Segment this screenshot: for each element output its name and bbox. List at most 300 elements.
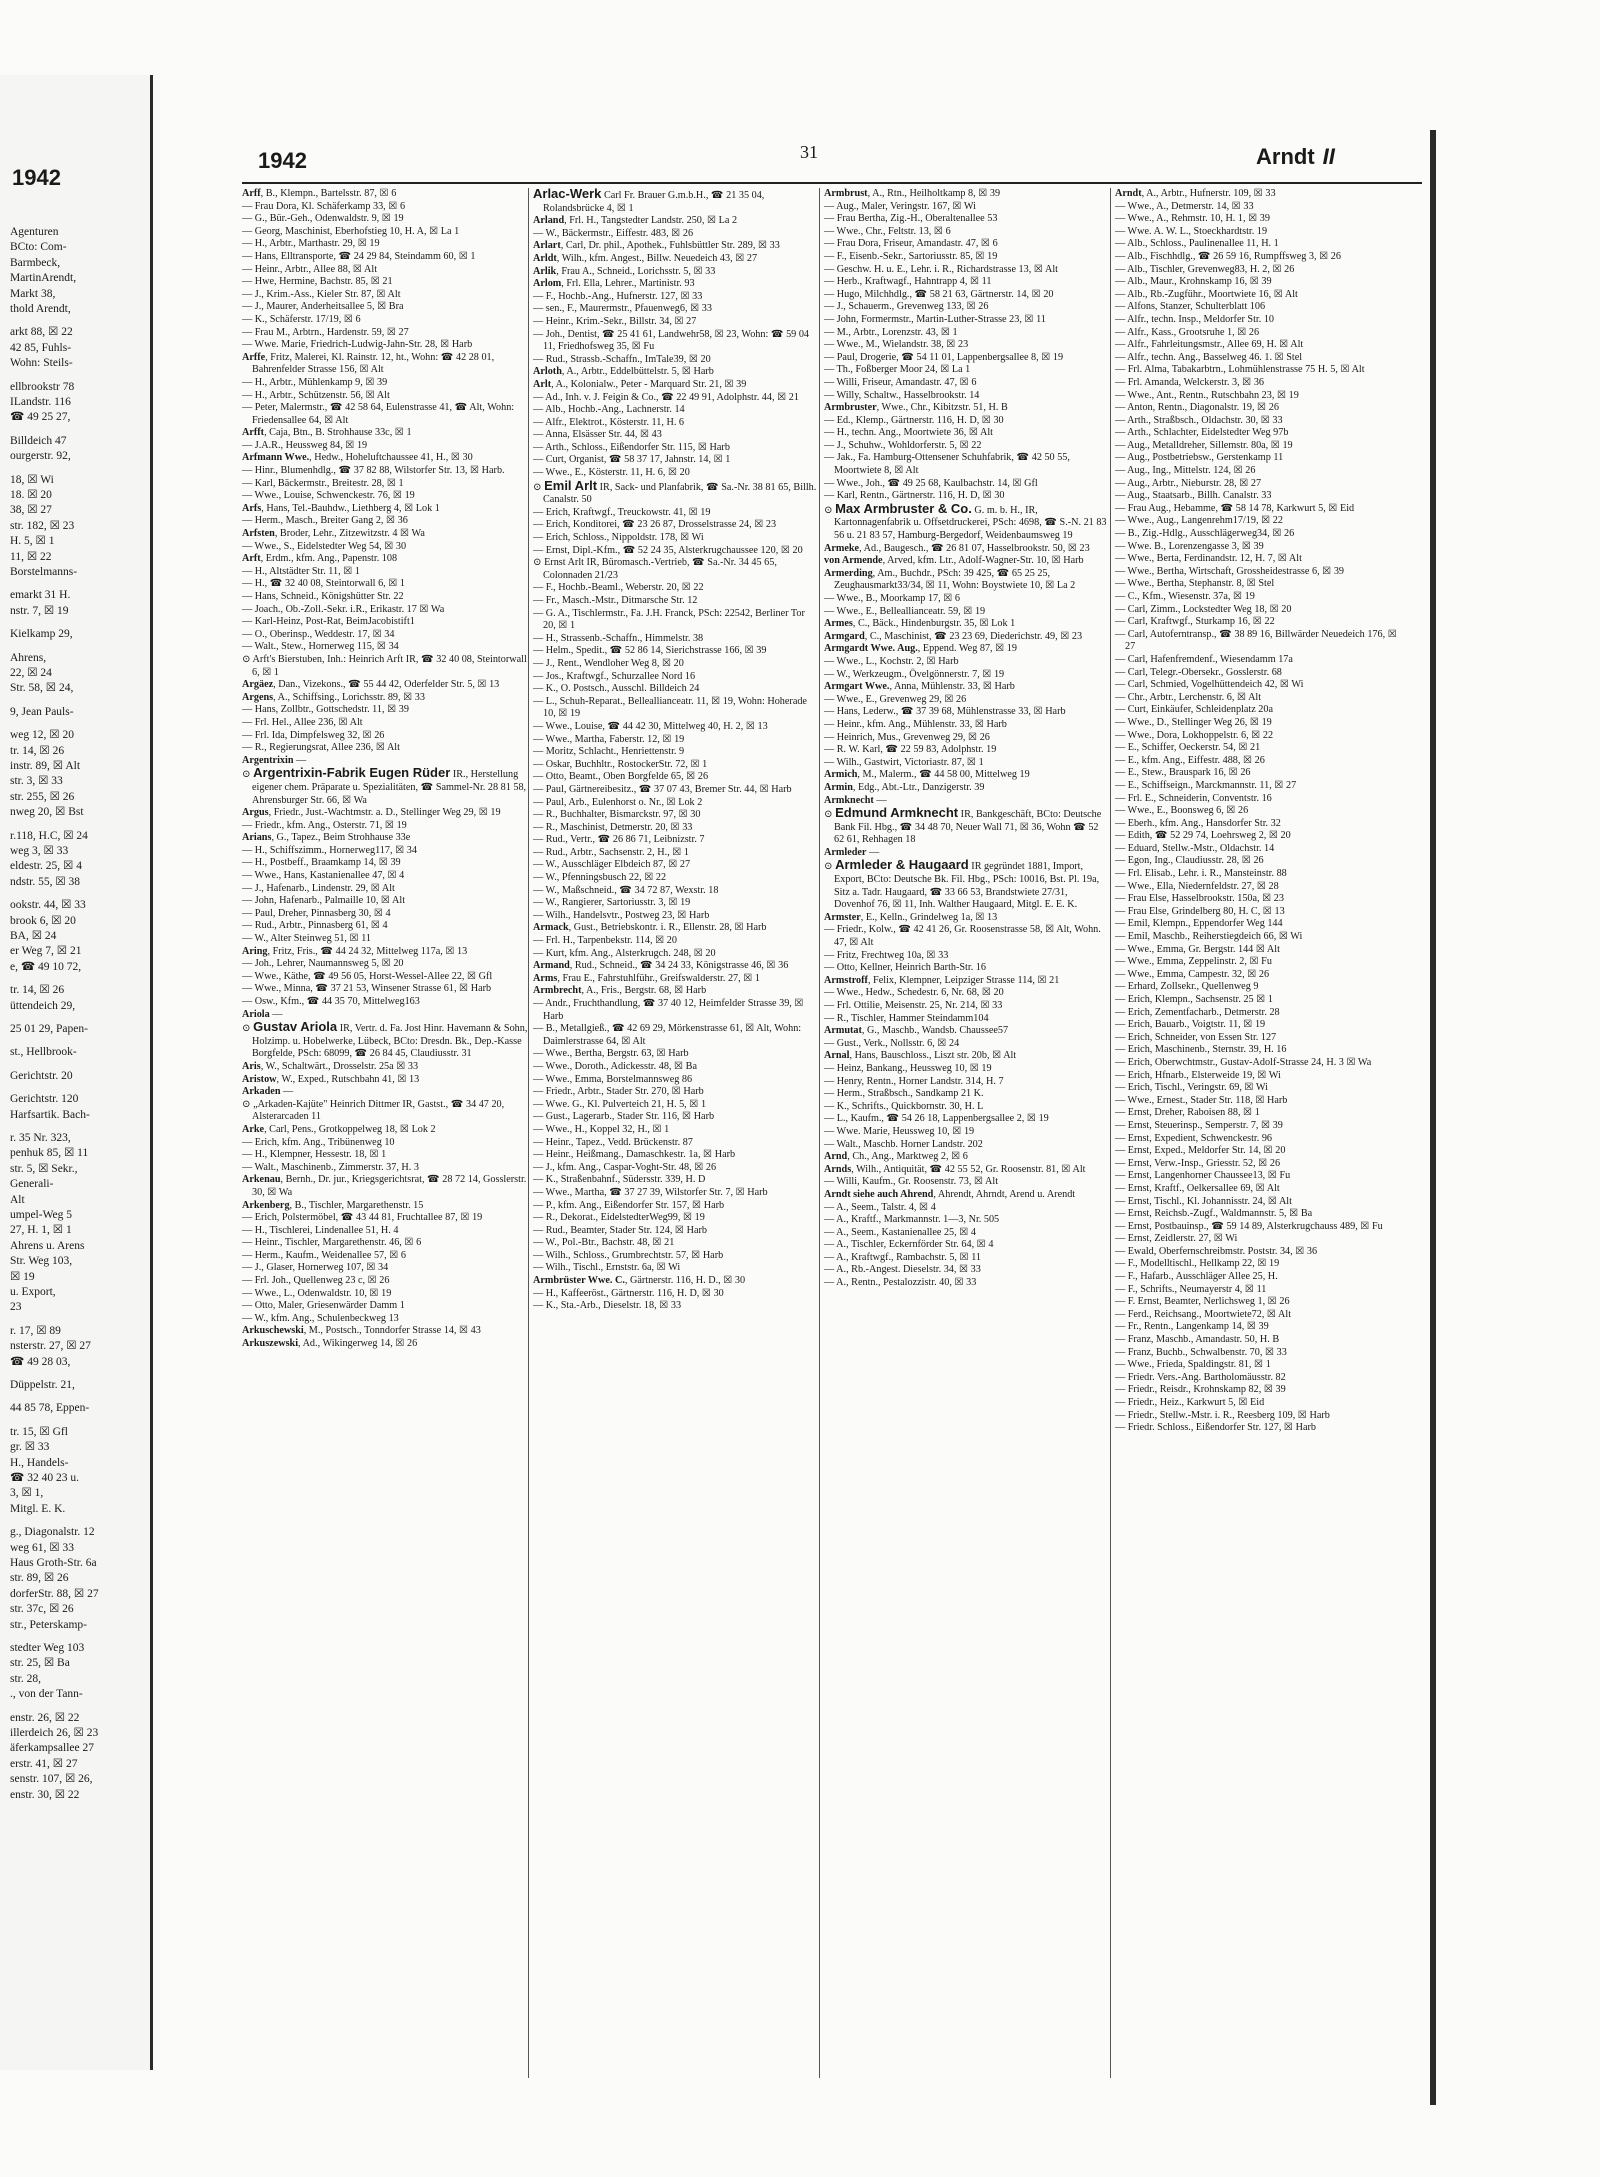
surname: von Armende bbox=[824, 555, 883, 567]
directory-entry: — K., Sta.-Arb., Dieselstr. 18, ☒ 33 bbox=[533, 1300, 682, 1312]
directory-entry: — Joh., Lehrer, Naumannsweg 5, ☒ 20 bbox=[242, 958, 404, 970]
directory-entry: — R., Tischler, Hammer Steindamm104 bbox=[824, 1012, 989, 1024]
surname: Arndt siehe auch Ahrend bbox=[824, 1188, 934, 1200]
left-page-line: Haus Groth-Str. 6a bbox=[10, 1557, 97, 1569]
directory-entry: — Wwe., Bertha, Wirtschaft, Grossheidestrasse 6, ☒ 39 bbox=[1115, 565, 1345, 577]
left-page-line: enstr. 30, ☒ 22 bbox=[10, 1788, 80, 1801]
directory-entry: — Peter, Malermstr., ☎ 42 58 64, Eulenstrasse 41, ☎ Alt, Wohn: Friedensallee 64, ☒ Alt bbox=[242, 402, 515, 426]
directory-entry: — A., Kraftwgf., Rambachstr. 5, ☒ 11 bbox=[824, 1251, 982, 1263]
directory-entry: Arkenau, Bernh., Dr. jur., Kriegsgerichtsrat, ☎ 28 72 14, Gosslerstr. 30, ☒ Wa bbox=[242, 1174, 527, 1198]
directory-entry: — Ernst, Verw.-Insp., Griesstr. 52, ☒ 26 bbox=[1115, 1157, 1281, 1169]
directory-entry: — Wwe., Frieda, Spaldingstr. 81, ☒ 1 bbox=[1115, 1359, 1271, 1371]
surname: Arlt bbox=[533, 378, 552, 390]
directory-entry: — Wwe., H., Koppel 32, H., ☒ 1 bbox=[533, 1123, 670, 1135]
left-page-line: str. 37c, ☒ 26 bbox=[10, 1603, 74, 1616]
directory-entry: — Alfr., Fahrleitungsmstr., Allee 69, H. ☒ Alt bbox=[1115, 339, 1304, 351]
left-page-line: ILandstr. 116 bbox=[10, 396, 71, 408]
left-page-line: e, ☎ 49 10 72, bbox=[10, 960, 82, 973]
directory-entry: — Arth., Straßbsch., Oldachstr. 30, ☒ 33 bbox=[1115, 414, 1283, 426]
directory-entry: Arkaden — bbox=[242, 1086, 294, 1098]
directory-entry: — Heinr., Arbtr., Allee 88, ☒ Alt bbox=[242, 263, 378, 275]
directory-entry: — Hugo, Milchhdlg., ☎ 58 21 63, Gärtnerstr. 14, ☒ 20 bbox=[824, 288, 1054, 300]
left-page-line: Ahrens u. Arens bbox=[10, 1239, 85, 1252]
directory-entry: — Wwe., Martha, ☎ 37 27 39, Wilstorfer Str. 7, ☒ Harb bbox=[533, 1186, 768, 1198]
directory-entry: — Aug., Maler, Veringstr. 167, ☒ Wi bbox=[824, 200, 976, 212]
directory-entry: — Ernst, Tischl., Kl. Johannisstr. 24, ☒ Alt bbox=[1115, 1195, 1292, 1207]
directory-entry: Argens, A., Schiffsing., Lorichsstr. 89, ☒ 33 bbox=[242, 691, 425, 703]
directory-entry: — A., Tischler, Eckernförder Str. 64, ☒ 4 bbox=[824, 1239, 994, 1251]
directory-entry: ⊙ Emil Arlt IR, Sack- und Planfabrik, ☎ Sa.-Nr. 38 81 65, Billh. Canalstr. 50 bbox=[533, 477, 817, 506]
left-page-line: ookstr. 44, ☒ 33 bbox=[10, 899, 86, 912]
directory-entry: — Heinrich, Mus., Grevenweg 29, ☒ 26 bbox=[824, 731, 990, 743]
surname: Arms bbox=[533, 972, 558, 984]
left-page-line: penhuk 85, ☒ 11 bbox=[10, 1147, 89, 1160]
firm-name: Gustav Ariola bbox=[253, 1019, 338, 1035]
directory-entry: — Herb., Kraftwagf., Hahntrapp 4, ☒ 11 bbox=[824, 276, 992, 288]
directory-entry: — Ernst, Dipl.-Kfm., ☎ 52 24 35, Alsterkrugchaussee 120, ☒ 20 bbox=[533, 544, 803, 556]
directory-entry: — Wwe., Martha, Faberstr. 12, ☒ 19 bbox=[533, 733, 685, 745]
column-3 bbox=[824, 188, 1110, 2088]
left-page-line: senstr. 107, ☒ 26, bbox=[10, 1773, 93, 1786]
directory-entry: — H., Altstädter Str. 11, ☒ 1 bbox=[242, 565, 360, 577]
left-page-line: Ahrens, bbox=[10, 651, 47, 664]
directory-entry: ⊙ Ernst Arlt IR, Büromasch.-Vertrieb, ☎ Sa.-Nr. 34 45 65, Colonnaden 21/23 bbox=[533, 557, 777, 581]
left-page-line: 44 85 78, Eppen- bbox=[10, 1402, 90, 1415]
directory-entry: Arkuschewski, M., Postsch., Tonndorfer Strasse 14, ☒ 43 bbox=[242, 1325, 481, 1337]
directory-entry: — Arth., Schlachter, Eidelstedter Weg 97b bbox=[1115, 427, 1289, 439]
directory-entry: — Heinr., Tischler, Margarethenstr. 46, ☒ 6 bbox=[242, 1237, 422, 1249]
directory-entry: — Henry, Rentn., Horner Landstr. 314, H. 7 bbox=[824, 1075, 1004, 1087]
surname: Arke bbox=[242, 1123, 265, 1135]
directory-entry: Arlac-Werk Carl Fr. Brauer G.m.b.H., ☎ 21 35 04, Rolandsbrücke 4, ☒ 1 bbox=[533, 188, 765, 214]
directory-entry: — Friedr., Reisdr., Krohnskamp 82, ☒ 39 bbox=[1115, 1384, 1286, 1396]
directory-entry: — Erich, Tischl., Veringstr. 69, ☒ Wi bbox=[1115, 1082, 1268, 1094]
directory-entry: — Aug., Metalldreher, Sillemstr. 80a, ☒ 19 bbox=[1115, 439, 1293, 451]
directory-entry: — Emil, Maschb., Reiherstiegdeich 66, ☒ Wi bbox=[1115, 931, 1303, 943]
directory-entry: Arnal, Hans, Bauschloss., Liszt str. 20b, ☒ Alt bbox=[824, 1050, 1017, 1062]
directory-entry: — Edith, ☎ 52 29 74, Loehrsweg 2, ☒ 20 bbox=[1115, 830, 1291, 842]
directory-entry: — John, Hafenarb., Palmaille 10, ☒ Alt bbox=[242, 895, 406, 907]
left-page-line: üttendeich 29, bbox=[10, 999, 76, 1012]
directory-entry: — Wwe., Bertha, Bergstr. 63, ☒ Harb bbox=[533, 1048, 689, 1060]
surname: Argäez bbox=[242, 679, 274, 691]
directory-entry: — Wilh., Gastwirt, Victoriastr. 87, ☒ 1 bbox=[824, 756, 984, 768]
surname: Argentrixin bbox=[242, 754, 294, 766]
directory-entry: — Wwe., A., Rehmstr. 10, H. 1, ☒ 39 bbox=[1115, 213, 1270, 225]
left-page-line: 38, ☒ 27 bbox=[10, 504, 52, 517]
left-page-line: emarkt 31 H. bbox=[10, 589, 71, 602]
directory-entry: — F., Hafarb., Ausschläger Allee 25, H. bbox=[1115, 1271, 1278, 1283]
directory-entry: — W., Ausschläger Elbdeich 87, ☒ 27 bbox=[533, 859, 691, 871]
directory-entry: Arlom, Frl. Ella, Lehrer., Martinistr. 93 bbox=[533, 278, 695, 290]
directory-entry: — M., Arbtr., Lorenzstr. 43, ☒ 1 bbox=[824, 326, 958, 338]
surname: Arffe bbox=[242, 351, 266, 363]
directory-entry: — Frl. Alma, Tabakarbtrn., Lohmühlenstrasse 75 H. 5, ☒ Alt bbox=[1115, 364, 1365, 376]
directory-entry: — Otto, Beamt., Oben Borgfelde 65, ☒ 26 bbox=[533, 771, 709, 783]
left-page-line: 18. ☒ 20 bbox=[10, 489, 52, 501]
surname: Arfsten bbox=[242, 528, 275, 540]
directory-entry: — J.A.R., Heussweg 84, ☒ 19 bbox=[242, 439, 368, 451]
left-page-line: Wohn: Steils- bbox=[10, 357, 73, 370]
directory-entry: — Frl. Ottilie, Meisenstr. 25, Nr. 214, ☒ 33 bbox=[824, 1000, 1003, 1011]
directory-entry: — Wwe., Doroth., Adickesstr. 48, ☒ Ba bbox=[533, 1060, 698, 1072]
directory-entry: — Erhard, Zollsekr., Quellenweg 9 bbox=[1115, 981, 1259, 993]
directory-entry: — Heinr., Tapez., Vedd. Brückenstr. 87 bbox=[533, 1136, 693, 1148]
directory-entry: — Alfr., Kass., Grootsruhe 1, ☒ 26 bbox=[1115, 326, 1260, 338]
directory-entry: — W., Alter Steinweg 51, ☒ 11 bbox=[242, 933, 372, 945]
directory-entry: — Friedr. Schloss., Eißendorfer Str. 127, ☒ Harb bbox=[1115, 1422, 1316, 1434]
directory-entry: — P., kfm. Ang., Eißendorfer Str. 157, ☒ Harb bbox=[533, 1199, 725, 1211]
directory-entry: Armin, Edg., Abt.-Ltr., Danzigerstr. 39 bbox=[824, 781, 985, 793]
directory-entry: Arland, Frl. H., Tangstedter Landstr. 250, ☒ La 2 bbox=[533, 215, 738, 227]
directory-entry: Aring, Fritz, Fris., ☎ 44 24 32, Mittelweg 117a, ☒ 13 bbox=[242, 945, 468, 957]
directory-entry: ⊙ Gustav Ariola IR, Vertr. d. Fa. Jost Hinr. Havemann & Sohn, Holzimp. u. Hobelwerke, Lübeck, BCto: Dresdn. Bk., Dep.-Kasse Borgfelde, PSch: 68099, ☎ 26 84 45, Claudiusstr. 31 bbox=[242, 1019, 528, 1060]
directory-entry: Argentrixin — bbox=[242, 754, 307, 766]
directory-entry: — Th., Foßberger Moor 24, ☒ La 1 bbox=[824, 364, 971, 376]
directory-entry: Arldt, Wilh., kfm. Angest., Billw. Neuedeich 43, ☒ 27 bbox=[533, 252, 758, 264]
directory-entry: — Emil, Klempn., Eppendorfer Weg 144 bbox=[1115, 918, 1283, 930]
left-page-year: 1942 bbox=[12, 165, 61, 190]
surname: Arkenau bbox=[242, 1174, 281, 1186]
directory-entry: — K., O. Postsch., Ausschl. Billdeich 24 bbox=[533, 683, 700, 695]
directory-entry: — Erich, Maschinenb., Sternstr. 39, H. 16 bbox=[1115, 1044, 1287, 1056]
directory-entry: — Erich, kfm. Ang., Tribünenweg 10 bbox=[242, 1136, 395, 1148]
directory-entry: — J., Maurer, Anderheitsallee 5, ☒ Bra bbox=[242, 301, 404, 313]
directory-entry: Armes, C., Bäck., Hindenburgstr. 35, ☒ Lok 1 bbox=[824, 618, 1016, 630]
directory-entry: — Paul, Dreher, Pinnasberg 30, ☒ 4 bbox=[242, 907, 391, 919]
directory-entry: Armgart Wwe., Anna, Mühlenstr. 33, ☒ Harb bbox=[824, 681, 1015, 693]
directory-entry: — Jak., Fa. Hamburg-Ottensener Schuhfabrik, ☎ 42 50 55, Moortwiete 8, ☒ Alt bbox=[824, 452, 1070, 477]
surname: Argens bbox=[242, 691, 274, 703]
directory-entry: — W., Pfenningsbusch 22, ☒ 22 bbox=[533, 872, 667, 884]
directory-entry: Armgard, C., Maschinist, ☎ 23 23 69, Diederichstr. 49, ☒ 23 bbox=[824, 630, 1083, 642]
directory-entry: — Wwe., Louise, ☎ 44 42 30, Mittelweg 40, H. 2, ☒ 13 bbox=[533, 720, 768, 732]
page-edge bbox=[1430, 130, 1436, 2105]
left-page-line: thold Arendt, bbox=[10, 303, 71, 315]
left-page-line: Düppelstr. 21, bbox=[10, 1379, 75, 1391]
surname: Arkenberg bbox=[242, 1199, 290, 1211]
directory-entry: — Erich, Konditorei, ☎ 23 26 87, Drosselstrasse 24, ☒ 23 bbox=[533, 519, 777, 531]
directory-entry: — B., Metallgieß., ☎ 42 69 29, Mörkenstrasse 61, ☒ Alt, Wohn: Daimlerstrasse 64, ☒ Alt bbox=[533, 1023, 802, 1047]
directory-entry: — Wwe., Louise, Schwenckestr. 76, ☒ 19 bbox=[242, 490, 415, 502]
directory-entry: — Wwe., Joh., ☎ 49 25 68, Kaulbachstr. 14, ☒ Gfl bbox=[824, 477, 1038, 489]
directory-entry: — Eberh., kfm. Ang., Hansdorfer Str. 32 bbox=[1115, 817, 1281, 829]
directory-entry: ⊙ Max Armbruster & Co. G. m. b. H., IR, Kartonnagenfabrik u. Offsetdruckerei, PSch: 4698, ☎ S.-N. 21 83 56 u. 21 83 57, Hamburg-Bergedorf, Weidenbaumsweg 19 bbox=[824, 500, 1107, 542]
left-page-line: weg 12, ☒ 20 bbox=[10, 729, 74, 742]
directory-entry: — Erich, Klempn., Sachsenstr. 25 ☒ 1 bbox=[1115, 994, 1273, 1005]
directory-entry: — Aug., Postbetriebsw., Gerstenkamp 11 bbox=[1115, 452, 1284, 464]
surname: Arfmann Wwe. bbox=[242, 452, 310, 464]
surname: Armich bbox=[824, 769, 858, 781]
directory-entry: — Wwe., Ernest., Stader Str. 118, ☒ Harb bbox=[1115, 1094, 1288, 1106]
directory-entry: — Carl, Kraftwgf., Sturkamp 16, ☒ 22 bbox=[1115, 616, 1275, 628]
directory-entry: — H., Schiffszimm., Hornerweg117, ☒ 34 bbox=[242, 844, 417, 856]
directory-entry: Aristow, W., Exped., Rutschbahn 41, ☒ 13 bbox=[242, 1073, 420, 1085]
directory-entry: Armbrüster Wwe. C., Gärtnerstr. 116, H. D., ☒ 30 bbox=[533, 1275, 746, 1287]
directory-entry: — G. A., Tischlermstr., Fa. J.H. Franck, PSch: 22542, Berliner Tor 20, ☒ 1 bbox=[533, 607, 805, 632]
directory-entry: — Willi, Friseur, Amandastr. 47, ☒ 6 bbox=[824, 376, 977, 388]
directory-entry: — Joach., Ob.-Zoll.-Sekr. i.R., Erikastr. 17 ☒ Wa bbox=[242, 603, 445, 615]
directory-entry: Arlt, A., Kolonialw., Peter - Marquard Str. 21, ☒ 39 bbox=[533, 378, 747, 390]
directory-entry: — Wwe. Marie, Friedrich-Ludwig-Jahn-Str. 28, ☒ Harb bbox=[242, 339, 473, 351]
left-page-line: str. 28, bbox=[10, 1672, 41, 1685]
directory-entry: — Wilh., Handelsvtr., Postweg 23, ☒ Harb bbox=[533, 909, 710, 921]
directory-entry: Arfmann Wwe., Hedw., Hoheluftchaussee 41, H., ☒ 30 bbox=[242, 452, 473, 464]
directory-entry: — F., Hochb.-Ang., Hufnerstr. 127, ☒ 33 bbox=[533, 290, 703, 302]
left-page-line: ., von der Tann- bbox=[10, 1688, 83, 1701]
running-head-page: II bbox=[1322, 144, 1335, 169]
surname: Arff bbox=[242, 188, 261, 199]
directory-entry: — Heinr., Heißmang., Damaschkestr. 1a, ☒ Harb bbox=[533, 1149, 736, 1161]
directory-entry: Arffe, Fritz, Malerei, Kl. Rainstr. 12, ht., Wohn: ☎ 42 28 01, Bahrenfelder Strasse 156, ☒ Alt bbox=[242, 351, 495, 376]
left-page-line: ☎ 49 28 03, bbox=[10, 1355, 71, 1368]
directory-entry: — Wwe., M., Wielandstr. 38, ☒ 23 bbox=[824, 339, 969, 351]
directory-entry: — Wwe., Hedw., Schedestr. 6, Nr. 68, ☒ 20 bbox=[824, 987, 1004, 999]
column-1 bbox=[242, 188, 528, 2088]
directory-entry: — Erich, Oberwchtmstr., Gustav-Adolf-Strasse 24, H. 3 ☒ Wa bbox=[1115, 1056, 1372, 1068]
directory-entry: — C., Kfm., Wiesenstr. 37a, ☒ 19 bbox=[1115, 591, 1255, 602]
directory-entry: — Carl, Telegr.-Obersekr., Gosslerstr. 68 bbox=[1115, 666, 1282, 678]
directory-entry: — O., Oberinsp., Weddestr. 17, ☒ 34 bbox=[242, 628, 395, 640]
left-page-line: ourgerstr. 92, bbox=[10, 450, 71, 463]
directory-entry: Arians, G., Tapez., Beim Strohhause 33e bbox=[242, 832, 411, 844]
directory-entry: — Ernst, Kraftf., Oelkersallee 69, ☒ Alt bbox=[1115, 1182, 1280, 1194]
directory-entry: — Frau Dora, Kl. Schäferkamp 33, ☒ 6 bbox=[242, 200, 406, 212]
directory-entry: — H., Kaffeeröst., Gärtnerstr. 116, H. D, ☒ 30 bbox=[533, 1287, 724, 1299]
directory-entry: — Wwe. B., Lorenzengasse 3, ☒ 39 bbox=[1115, 540, 1264, 552]
directory-entry: Arndt, A., Arbtr., Hufnerstr. 109, ☒ 33 bbox=[1115, 188, 1276, 199]
directory-entry: — Alfr., Elektrot., Kösterstr. 11, H. 6 bbox=[533, 416, 685, 428]
surname: Armbrecht bbox=[533, 985, 582, 997]
directory-entry: — Joh., Dentist, ☎ 25 41 61, Landwehr58, ☒ 23, Wohn: ☎ 59 04 11, Friedhofsweg 35, ☒ Fu bbox=[533, 328, 810, 353]
directory-entry: Arfs, Hans, Tel.-Bauhdw., Liethberg 4, ☒ Lok 1 bbox=[242, 502, 440, 514]
directory-entry: — Erich, Schneider, von Essen Str. 127 bbox=[1115, 1031, 1277, 1043]
directory-entry: Armstroff, Felix, Klempner, Leipziger Strasse 114, ☒ 21 bbox=[824, 974, 1060, 986]
surname: Arians bbox=[242, 832, 272, 844]
directory-entry: — Paul, Arb., Eulenhorst o. Nr., ☒ Lok 2 bbox=[533, 796, 703, 808]
directory-entry: — Wwe. Marie, Heussweg 10, ☒ 19 bbox=[824, 1125, 975, 1137]
surname: Armin bbox=[824, 781, 853, 793]
directory-entry: — Wwe. A. W. L., Stoeckhardtstr. 19 bbox=[1115, 225, 1268, 237]
column-separator bbox=[1110, 188, 1111, 2078]
column-4 bbox=[1115, 188, 1401, 2088]
left-page-line: illerdeich 26, ☒ 23 bbox=[10, 1727, 99, 1739]
left-page-line: u. Export, bbox=[10, 1286, 56, 1298]
directory-entry: — Wwe., Ant., Rentn., Rutschbahn 23, ☒ 19 bbox=[1115, 389, 1299, 401]
directory-entry: — J., Schuhw., Wohldorferstr. 5, ☒ 22 bbox=[824, 439, 982, 451]
directory-entry: — Aug., Arbtr., Nieburstr. 28, ☒ 27 bbox=[1115, 477, 1262, 489]
left-page-line: nweg 20, ☒ Bst bbox=[10, 806, 84, 819]
left-page-line: BA, ☒ 24 bbox=[10, 930, 57, 942]
directory-entry: — Aug., Ing., Mittelstr. 124, ☒ 26 bbox=[1115, 465, 1256, 477]
directory-entry: — Moritz, Schlacht., Henriettenstr. 9 bbox=[533, 746, 685, 758]
surname: Armbrust bbox=[824, 188, 868, 199]
left-page-line: MartinArendt, bbox=[10, 272, 77, 285]
running-head bbox=[1256, 144, 1335, 170]
left-page-line: ☒ 19 bbox=[10, 1270, 35, 1283]
left-page-line: Kielkamp 29, bbox=[10, 628, 73, 641]
directory-entry: — Alb., Fischhdlg., ☎ 26 59 16, Rumpffsweg 3, ☒ 26 bbox=[1115, 250, 1341, 262]
directory-entry: — Hans, Lederw., ☎ 37 39 68, Mühlenstrasse 33, ☒ Harb bbox=[824, 706, 1066, 718]
directory-entry: Ariola — bbox=[242, 1008, 283, 1020]
directory-entry: ⊙ Armleder & Haugaard IR gegründet 1881, Import, Export, BCto: Deutsche Bk. Fil. Hbg., PSch: 10016, Bst. Pl. 19a, Sitz a. Tadr. Haugaard, ☎ 33 66 53, Brandstwiete 27/31, Dovenhof 76, ☒ 11, Inh. Walther Haugaard, Mitgl. E. E. K. bbox=[824, 857, 1100, 911]
directory-entry: — Frau M., Arbtrn., Hardenstr. 59, ☒ 27 bbox=[242, 326, 409, 338]
surname: Armutat bbox=[824, 1025, 862, 1037]
left-page-line: gr. ☒ 33 bbox=[10, 1441, 50, 1454]
left-page-line: 25 01 29, Papen- bbox=[10, 1023, 88, 1035]
directory-entry: — Ad., Inh. v. J. Feigin & Co., ☎ 22 49 91, Adolphstr. 44, ☒ 21 bbox=[533, 391, 799, 403]
left-page-line: eldestr. 25, ☒ 4 bbox=[10, 860, 82, 873]
directory-entry: — Erich, Zementfacharb., Detmerstr. 28 bbox=[1115, 1006, 1280, 1018]
directory-entry: — Friedr., Arbtr., Stader Str. 270, ☒ Harb bbox=[533, 1086, 704, 1098]
directory-entry: — W., Rangierer, Sartoriusstr. 3, ☒ 19 bbox=[533, 897, 691, 909]
directory-entry: — Friedr., Heiz., Karkwurt 5, ☒ Eid bbox=[1115, 1397, 1265, 1408]
directory-entry: — Frau Else, Grindelberg 80, H. C, ☒ 13 bbox=[1115, 905, 1285, 917]
column-separator bbox=[819, 188, 820, 2078]
directory-entry: — W., kfm. Ang., Schulenbeckweg 13 bbox=[242, 1312, 399, 1324]
left-page-line: nsterstr. 27, ☒ 27 bbox=[10, 1340, 91, 1353]
directory-entry: — Ferd., Reichsang., Moortwiete72, ☒ Alt bbox=[1115, 1308, 1292, 1320]
directory-entry: — R. W. Karl, ☎ 22 59 83, Adolphstr. 19 bbox=[824, 744, 997, 756]
directory-entry: ⊙ Edmund Armknecht IR, Bankgeschäft, BCto: Deutsche Bank Fil. Hbg., ☎ 34 48 70, Neuer Wall 71, ☒ 36, Wohn ☎ 52 62 61, Rehhagen 18 bbox=[824, 805, 1102, 846]
left-page-line: äferkampsallee 27 bbox=[10, 1742, 94, 1755]
directory-entry: — Erich, Kraftwgf., Treuckowstr. 41, ☒ 19 bbox=[533, 506, 711, 518]
directory-entry: — Friedr., Stellw.-Mstr. i. R., Reesberg 109, ☒ Harb bbox=[1115, 1409, 1330, 1421]
directory-entry: — Karl, Bäckermstr., Breitestr. 28, ☒ 1 bbox=[242, 477, 404, 489]
directory-entry: — Herm., Masch., Breiter Gang 2, ☒ 36 bbox=[242, 515, 408, 527]
directory-entry: — Frau Aug., Hebamme, ☎ 58 14 78, Karkwurt 5, ☒ Eid bbox=[1115, 502, 1355, 514]
directory-entry: — Walt., Stew., Hornerweg 115, ☒ 34 bbox=[242, 641, 399, 653]
directory-entry: — Rud., Vertr., ☎ 26 86 71, Leibnizstr. 7 bbox=[533, 834, 705, 846]
directory-entry: — F., Schrifts., Neumayerstr 4, ☒ 11 bbox=[1115, 1283, 1267, 1295]
directory-entry: — Carl, Hafenfremdenf., Wiesendamm 17a bbox=[1115, 653, 1293, 665]
directory-entry: Armleder — bbox=[824, 846, 880, 858]
directory-entry: — R., Maschinist, Detmerstr. 20, ☒ 33 bbox=[533, 821, 693, 833]
directory-entry: — Erich, Bauarb., Voigtstr. 11, ☒ 19 bbox=[1115, 1019, 1266, 1031]
directory-entry: — Frl. Elisab., Lehr. i. R., Mansteinstr. 88 bbox=[1115, 868, 1287, 880]
directory-entry: — Wwe., Emma, Gr. Bergstr. 144 ☒ Alt bbox=[1115, 943, 1280, 955]
firm-name: Armleder & Haugaard bbox=[835, 857, 969, 873]
directory-entry: Arnds, Wilh., Antiquität, ☎ 42 55 52, Gr. Roosenstr. 81, ☒ Alt bbox=[824, 1163, 1086, 1175]
directory-entry: — Rud., Strassb.-Schaffn., ImTale39, ☒ 20 bbox=[533, 353, 711, 365]
directory-entry: — A., Seem., Kastanienallee 25, ☒ 4 bbox=[824, 1226, 977, 1238]
left-page-line: Str. 58, ☒ 24, bbox=[10, 682, 74, 695]
left-page-line: 23 bbox=[10, 1301, 22, 1314]
directory-entry: — R., Dekorat., EidelstedterWeg99, ☒ 19 bbox=[533, 1212, 705, 1224]
directory-entry: — J., Glaser, Hornerweg 107, ☒ 34 bbox=[242, 1262, 389, 1274]
directory-entry: Arft, Erdm., kfm. Ang., Papenstr. 108 bbox=[242, 553, 398, 565]
directory-entry: Arlik, Frau A., Schneid., Lorichsstr. 5, ☒ 33 bbox=[533, 265, 716, 277]
directory-entry: — Heinz, Bankang., Heussweg 10, ☒ 19 bbox=[824, 1062, 992, 1074]
left-page-line: brook 6, ☒ 20 bbox=[10, 914, 76, 927]
directory-entry: Armerding, Am., Buchdr., PSch: 39 425, ☎ 65 25 25, Zeughausmarkt33/34, ☒ 11, Wohn: Boystwiete 10, ☒ La 2 bbox=[824, 567, 1076, 592]
left-page-line: Gerichtstr. 20 bbox=[10, 1069, 73, 1082]
directory-entry: Arlart, Carl, Dr. phil., Apothek., Fuhlsbüttler Str. 289, ☒ 33 bbox=[533, 240, 780, 252]
left-page-line: erstr. 41, ☒ 27 bbox=[10, 1757, 78, 1770]
left-page-line: 9, Jean Pauls- bbox=[10, 705, 74, 718]
firm-name: Emil Arlt bbox=[544, 477, 598, 493]
left-page-line: ☎ 32 40 23 u. bbox=[10, 1472, 79, 1484]
directory-entry: — E., Schiffseign., Marckmannstr. 11, ☒ 27 bbox=[1115, 779, 1297, 791]
directory-entry: — E., Stew., Brauspark 16, ☒ 26 bbox=[1115, 767, 1251, 779]
directory-entry: — Wilh., Tischl., Ernststr. 6a, ☒ Wi bbox=[533, 1262, 681, 1274]
left-page-line: r. 35 Nr. 323, bbox=[10, 1132, 71, 1144]
directory-entry: — G., Bür.-Geh., Odenwaldstr. 9, ☒ 19 bbox=[242, 213, 404, 225]
left-page-line: Markt 38, bbox=[10, 287, 56, 300]
directory-entry: — Wwe., B., Moorkamp 17, ☒ 6 bbox=[824, 593, 960, 604]
directory-entry: — B., Zig.-Hdlg., Ausschlägerweg34, ☒ 26 bbox=[1115, 528, 1295, 540]
directory-entry: — Ernst, Zeidlerstr. 27, ☒ Wi bbox=[1115, 1233, 1238, 1245]
column-separator bbox=[528, 188, 529, 2078]
left-page-line: 3, ☒ 1, bbox=[10, 1487, 44, 1500]
directory-entry: — Franz, Maschb., Amandastr. 50, H. B bbox=[1115, 1334, 1280, 1346]
directory-entry: — Anton, Rentn., Diagonalstr. 19, ☒ 26 bbox=[1115, 402, 1279, 414]
left-page-line: Str. Weg 103, bbox=[10, 1255, 73, 1268]
surname: Armgart Wwe. bbox=[824, 681, 890, 693]
directory-entry: ⊙ Arft's Bierstuben, Inh.: Heinrich Arft IR, ☎ 32 40 08, Steintorwall 6, ☒ 1 bbox=[242, 653, 527, 678]
firm-name: Arlac-Werk bbox=[533, 188, 602, 201]
directory-entry: — Alb., Hochb.-Ang., Lachnerstr. 14 bbox=[533, 404, 685, 416]
firm-name: Argentrixin-Fabrik Eugen Rüder bbox=[253, 765, 451, 781]
directory-entry: — Frl. Hel., Allee 236, ☒ Alt bbox=[242, 716, 363, 728]
directory-entry: — Frau Bertha, Zig.-H., Oberaltenallee 53 bbox=[824, 213, 998, 225]
directory-entry: — Wwe., Minna, ☎ 37 21 53, Winsener Strasse 61, ☒ Harb bbox=[242, 983, 492, 995]
directory-entry: — Eduard, Stellw.-Mstr., Oldachstr. 14 bbox=[1115, 842, 1275, 854]
directory-entry: — Ernst, Reichsb.-Zugf., Waldmannstr. 5, ☒ Ba bbox=[1115, 1208, 1313, 1220]
directory-entry: Armbrecht, A., Fris., Bergstr. 68, ☒ Harb bbox=[533, 985, 707, 997]
surname: Armand bbox=[533, 960, 570, 972]
directory-entry: — Frl. H., Tarpenbekstr. 114, ☒ 20 bbox=[533, 935, 677, 947]
left-page-line: instr. 89, ☒ Alt bbox=[10, 760, 81, 772]
directory-entry: — H., techn. Ang., Moortwiete 36, ☒ Alt bbox=[824, 427, 994, 439]
left-page-line: Borstelmanns- bbox=[10, 566, 78, 578]
directory-entry: — W., Werkzeugm., Övelgönnerstr. 7, ☒ 19 bbox=[824, 668, 1005, 680]
directory-entry: — Herm., Kaufm., Weidenallee 57, ☒ 6 bbox=[242, 1249, 407, 1261]
directory-entry: Arnd, Ch., Ang., Marktweg 2, ☒ 6 bbox=[824, 1151, 968, 1163]
directory-entry: — Wwe. G., Kl. Pulverteich 21, H. 5, ☒ 1 bbox=[533, 1098, 707, 1110]
directory-entry: — E., kfm. Ang., Eiffestr. 488, ☒ 26 bbox=[1115, 754, 1265, 766]
directory-entry: — Wwe., Käthe, ☎ 49 56 05, Horst-Wessel-Allee 22, ☒ Gfl bbox=[242, 970, 493, 982]
directory-entry: — Andr., Fruchthandlung, ☎ 37 40 12, Heimfelder Strasse 39, ☒ Harb bbox=[533, 998, 804, 1022]
directory-entry: — F., Eisenb.-Sekr., Sartoriusstr. 85, ☒ 19 bbox=[824, 250, 998, 262]
surname: Armbruster bbox=[824, 402, 877, 414]
left-page-line: str. 5, ☒ Sekr., bbox=[10, 1162, 78, 1175]
directory-entry: — Ernst, Postbauinsp., ☎ 59 14 89, Alsterkrugchauss 489, ☒ Fu bbox=[1115, 1220, 1383, 1232]
directory-entry: — Alb., Maur., Krohnskamp 16, ☒ 39 bbox=[1115, 276, 1272, 288]
left-page-line: str. 25, ☒ Ba bbox=[10, 1657, 70, 1670]
directory-entry: — Otto, Kellner, Heinrich Barth-Str. 16 bbox=[824, 962, 986, 974]
directory-entry: — Fr., Masch.-Mstr., Ditmarsche Str. 12 bbox=[533, 595, 698, 606]
surname: Armleder bbox=[824, 846, 867, 858]
directory-entry: — Wwe., D., Stellinger Weg 26, ☒ 19 bbox=[1115, 716, 1272, 728]
directory-entry: — Alfr., techn. Insp., Meldorfer Str. 10 bbox=[1115, 313, 1275, 325]
left-page-line: BCto: Com- bbox=[10, 241, 67, 254]
directory-entry: — Alb., Rb.-Zugführ., Moortwiete 16, ☒ Alt bbox=[1115, 288, 1298, 300]
directory-entry: Arloth, A., Arbtr., Eddelbüttelstr. 5, ☒ Harb bbox=[533, 366, 714, 378]
surname: Arnd bbox=[824, 1151, 848, 1163]
directory-entry: — Wwe., E., Grevenweg 29, ☒ 26 bbox=[824, 693, 967, 705]
directory-entry: — Helm., Spedit., ☎ 52 86 14, Sierichstrasse 166, ☒ 39 bbox=[533, 645, 767, 657]
left-page-line: Mitgl. E. K. bbox=[10, 1502, 66, 1515]
directory-entry: — Wwe., Chr., Feltstr. 13, ☒ 6 bbox=[824, 225, 951, 237]
left-page-line: 42 85, Fuhls- bbox=[10, 341, 72, 354]
directory-entry: — Ernst, Expedient, Schwenckestr. 96 bbox=[1115, 1132, 1273, 1144]
surname: Arfs bbox=[242, 502, 262, 514]
left-page-line: str., Peterskamp- bbox=[10, 1618, 87, 1631]
page-year: 1942 bbox=[258, 148, 307, 173]
left-page-line: tr. 14, ☒ 26 bbox=[10, 984, 65, 997]
directory-entry: — W., Bäckermstr., Eiffestr. 483, ☒ 26 bbox=[533, 227, 694, 239]
